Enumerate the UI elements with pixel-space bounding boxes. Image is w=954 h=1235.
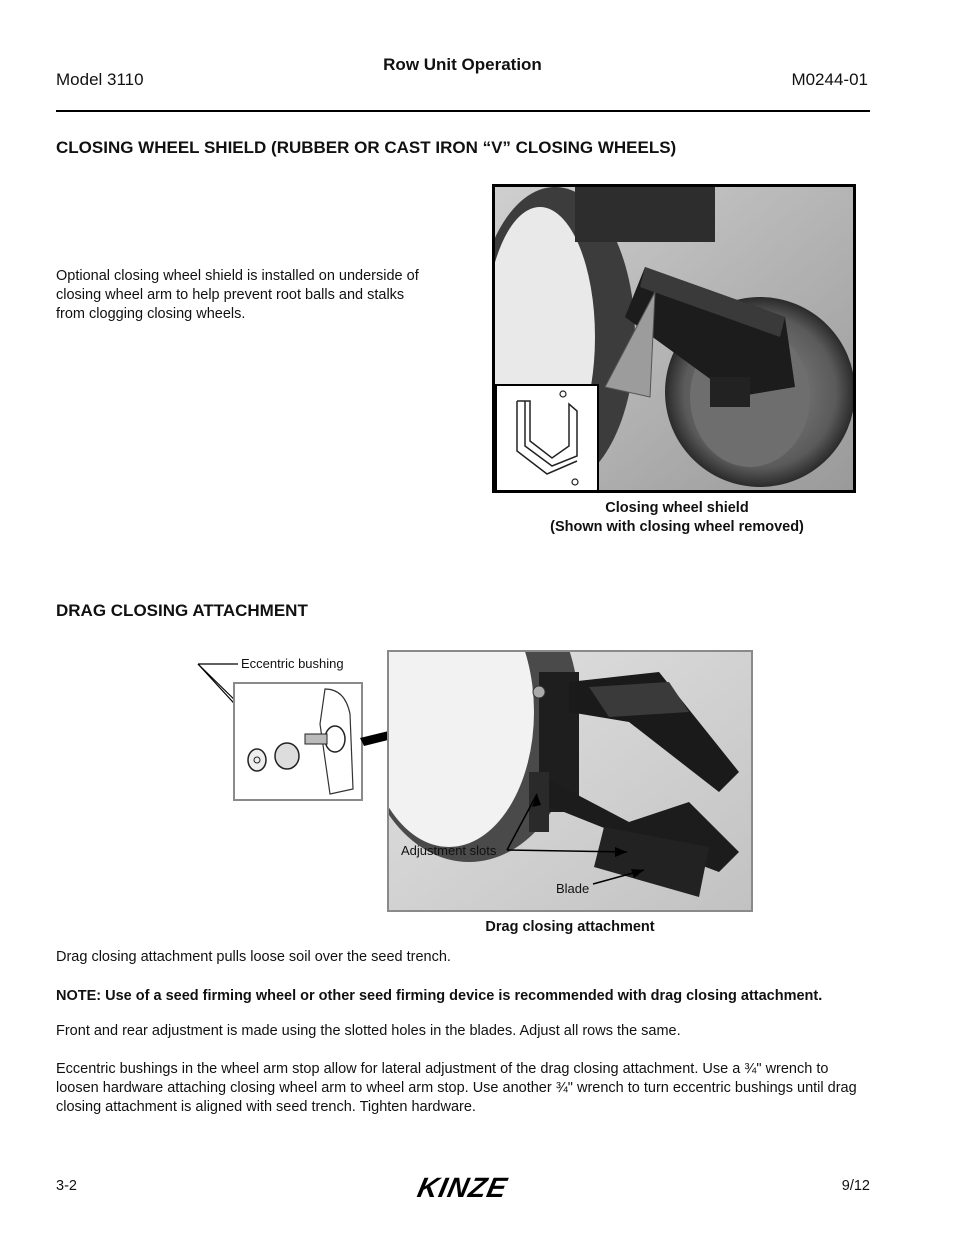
drag-closing-caption: Drag closing attachment — [485, 919, 655, 935]
drag-closing-paragraph-3: Eccentric bushings in the wheel arm stop allow for lateral adjustment of the drag closing attachment. Use a ¾" wrench to loosen hardware attaching closing wheel arm to wheel arm stop. Use another ¾" wrench to turn eccentric bushings until drag closing attachment is aligned with seed trench. Tighten hardware. — [56, 1061, 857, 1115]
drag-closing-paragraph-2: Front and rear adjustment is made using the slotted holes in the blades. Adjust all rows the same. — [56, 1023, 681, 1039]
shield-inset-drawing — [495, 384, 599, 493]
manual-number: M0244-01 — [791, 70, 868, 89]
revision-date: 9/12 — [841, 1178, 870, 1194]
eccentric-bushing-callout: Eccentric bushing — [241, 656, 344, 671]
section-title: Row Unit Operation — [383, 55, 542, 74]
page-number: 3-2 — [56, 1178, 77, 1194]
eccentric-bushing-inset — [233, 682, 363, 801]
closing-wheel-shield-paragraph: Optional closing wheel shield is installed on underside of closing wheel arm to help prevent root balls and stalks from clogging closing wheels. — [56, 268, 419, 322]
drag-closing-photo — [387, 650, 753, 912]
closing-wheel-shield-photo — [492, 184, 856, 493]
logo-text: KINZE — [414, 1172, 511, 1203]
blade-callout: Blade — [556, 881, 590, 896]
kinze-logo — [0, 1172, 925, 1204]
drag-closing-heading: DRAG CLOSING ATTACHMENT — [56, 601, 308, 620]
closing-wheel-shield-caption — [492, 499, 862, 537]
drag-closing-paragraph-1: Drag closing attachment pulls loose soil over the seed trench. — [56, 949, 451, 965]
caption-line-2: (Shown with closing wheel removed) — [550, 519, 804, 535]
drag-closing-note: NOTE: Use of a seed firming wheel or other seed firming device is recommended with drag closing attachment. — [56, 988, 823, 1004]
model-label: Model 3110 — [56, 70, 144, 89]
photo-callout-lines — [389, 652, 751, 910]
caption-line-1: Closing wheel shield — [605, 500, 749, 516]
adjustment-slots-callout: Adjustment slots — [401, 843, 497, 858]
closing-wheel-shield-heading: CLOSING WHEEL SHIELD (RUBBER OR CAST IRON “V” CLOSING WHEELS) — [56, 138, 677, 157]
header-rule — [56, 110, 870, 112]
